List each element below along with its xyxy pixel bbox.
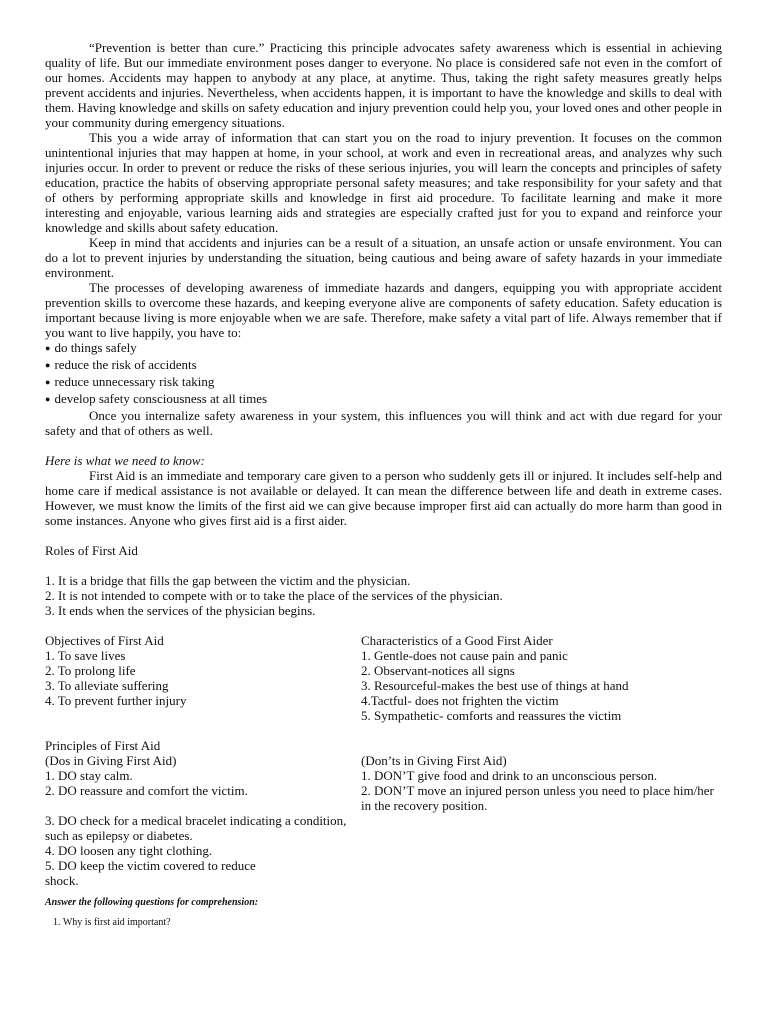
characteristic-item: 5. Sympathetic- comforts and reassures the victim: [361, 708, 622, 723]
objectives-column: [45, 633, 361, 723]
intro-paragraph-1: “Prevention is better than cure.” Practicing this principle advocates safety awareness which is essential in achieving quality of life. But our immediate environment poses danger to everyone. No place is considered safe not even in the comfort of our homes. Accidents may happen to anybody at any place, at anytime. Thus, taking the right safety measures greatly helps prevent accidents and injuries. Nevertheless, when accidents happen, it is important to have the knowledge and skills to deal with them. Having knowledge and skills on safety education and injury prevention could help you, your loved ones and other people in your community during emergency situations.: [45, 40, 722, 130]
first-aid-definition: First Aid is an immediate and temporary care given to a person who suddenly gets ill or injured. It includes self-help and home care if medical assistance is not available or delayed. It can mean the difference between life and death in extreme cases. However, we must know the limits of the first aid we can give because improper first aid can actually do more harm than good in some instances. Anyone who gives first aid is a first aider.: [45, 468, 722, 528]
intro-paragraph-3: Keep in mind that accidents and injuries can be a result of a situation, an unsafe action or unsafe environment. You can do a lot to prevent injuries by understanding the situation, being cautious and being aware of safety hazards in your immediate environment.: [45, 235, 722, 280]
objective-item: 1. To save lives: [45, 648, 126, 663]
do-item: 2. DO reassure and comfort the victim.: [45, 783, 248, 798]
characteristic-item: 4.Tactful- does not frighten the victim: [361, 693, 559, 708]
questions-title: Answer the following questions for comprehension:: [45, 897, 259, 908]
list-item: ● reduce unnecessary risk taking: [45, 374, 722, 391]
do-item: 1. DO stay calm.: [45, 768, 133, 783]
intro-paragraph-4: The processes of developing awareness of immediate hazards and dangers, equipping you with appropriate accident prevention skills to overcome these hazards, and keeping everyone alive are components of safety education. Safety education is important because living is more enjoyable when we are safe. Therefore, make safety a vital part of life. Always remember that if you want to live happily, you have to:: [45, 280, 722, 340]
role-item: 1. It is a bridge that fills the gap between the victim and the physician.: [45, 573, 411, 588]
objective-item: 3. To alleviate suffering: [45, 678, 169, 693]
donts-title: (Don’ts in Giving First Aid): [361, 753, 507, 768]
characteristic-item: 2. Observant-notices all signs: [361, 663, 515, 678]
dont-item: 2. DON’T move an injured person unless you need to place him/her in the recovery position.: [361, 783, 714, 813]
intro-paragraph-5: Once you internalize safety awareness in your system, this influences you will think and act with due regard for your safety and that of others as well.: [45, 408, 722, 438]
donts-column: [361, 753, 722, 813]
characteristics-column: [361, 633, 722, 723]
list-item: ● develop safety consciousness at all times: [45, 391, 722, 408]
roles-title: Roles of First Aid: [45, 543, 138, 558]
do-item: such as epilepsy or diabetes.: [45, 828, 193, 843]
dos-title: (Dos in Giving First Aid): [45, 753, 177, 768]
safety-habits-list: [45, 340, 722, 408]
first-aid-heading: Here is what we need to know:: [45, 453, 205, 468]
do-item: 3. DO check for a medical bracelet indicating a condition,: [45, 813, 347, 828]
list-item: ● reduce the risk of accidents: [45, 357, 722, 374]
role-item: 2. It is not intended to compete with or to take the place of the services of the physician.: [45, 588, 503, 603]
objectives-characteristics-section: [45, 633, 722, 723]
characteristic-item: 3. Resourceful-makes the best use of things at hand: [361, 678, 629, 693]
characteristic-item: 1. Gentle-does not cause pain and panic: [361, 648, 568, 663]
dont-item: 1. DON’T give food and drink to an unconscious person.: [361, 768, 658, 783]
do-item: shock.: [45, 873, 79, 888]
objectives-title: Objectives of First Aid: [45, 633, 164, 648]
do-item: 4. DO loosen any tight clothing.: [45, 843, 213, 858]
objective-item: 2. To prolong life: [45, 663, 136, 678]
do-item: 5. DO keep the victim covered to reduce: [45, 858, 256, 873]
principles-title: Principles of First Aid: [45, 738, 161, 753]
intro-paragraph-2: This you a wide array of information that can start you on the road to injury prevention. It focuses on the common unintentional injuries that may happen at home, in your school, at work and even in recreational areas, and analyzes why such injuries occur. In order to prevent or reduce the risks of these serious injuries, you will learn the concepts and principles of safety education, practice the habits of observing appropriate personal safety measures; and take responsibility for your safety and that of others by performing appropriate skills and knowledge in first aid procedure. To facilitate learning and make it more interesting and enjoyable, various learning aids and strategies are especially crafted just for you to expand and reinforce your knowledge and skills about safety education.: [45, 130, 722, 235]
characteristics-title: Characteristics of a Good First Aider: [361, 633, 553, 648]
objective-item: 4. To prevent further injury: [45, 693, 187, 708]
dos-donts-section: [45, 753, 722, 813]
dos-column: [45, 753, 361, 813]
list-item: ● do things safely: [45, 340, 722, 357]
role-item: 3. It ends when the services of the physician begins.: [45, 603, 316, 618]
question-item: 1. Why is first aid important?: [53, 917, 171, 928]
